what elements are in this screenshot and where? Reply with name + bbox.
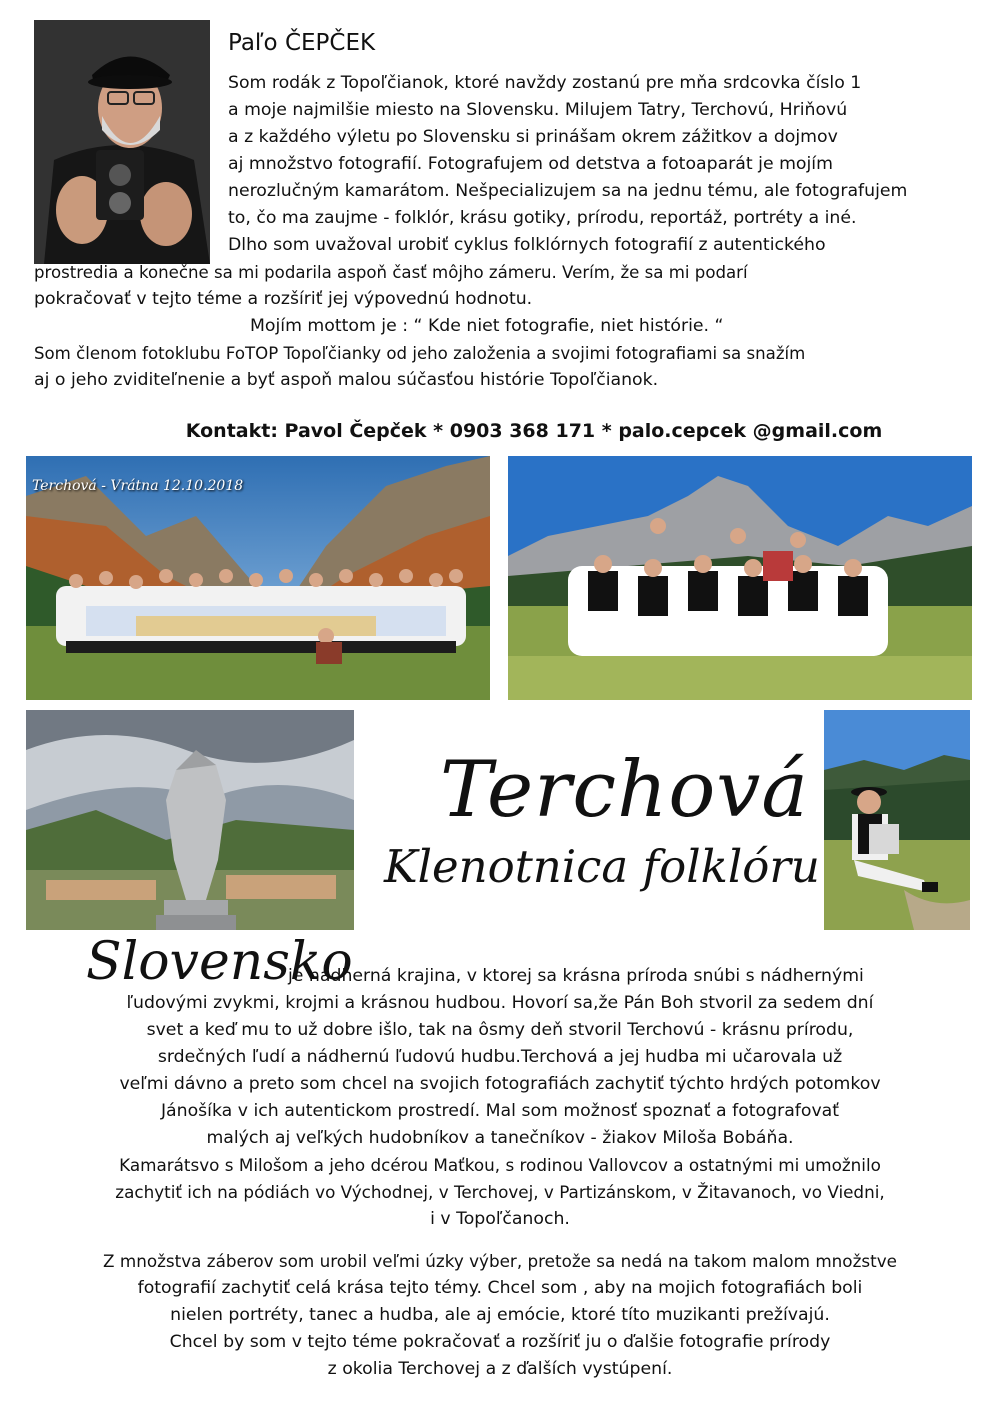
body-line: i v Topoľčanoch.	[430, 1209, 570, 1229]
bio-line: prostredia a konečne sa mi podarila aspoň časť môjho zámeru. Verím, že sa mi podarí	[34, 263, 748, 282]
body-line: malých aj veľkých hudobníkov a tanečníkov - žiakov Miloša Bobáňa.	[206, 1128, 794, 1148]
body-line: nielen portréty, tanec a hudba, ale aj emócie, ktoré títo muzikanti prežívajú.	[170, 1305, 830, 1325]
body-line: zachytiť ich na pódiách vo Východnej, v Terchovej, v Partizánskom, v Žitavanoch, vo Viedni,	[115, 1182, 885, 1202]
body-line: Z množstva záberov som urobil veľmi úzky výber, pretože sa nedá na takom malom množstve	[103, 1251, 897, 1271]
boy-accordion-photo	[824, 710, 970, 930]
body-line: svet a keď mu to už dobre išlo, tak na ôsmy deň stvoril Terchovú - krásnu prírodu,	[146, 1020, 854, 1040]
body-line: Jánošíka v ich autentickom prostredí. Mal som možnosť spoznať a fotografovať	[160, 1101, 840, 1121]
motto: Mojím mottom je : “ Kde niet fotografie, niet histórie. “	[250, 316, 724, 336]
body-line: fotografií zachytiť celá krása tejto témy. Chcel som , aby na mojich fotografiách boli	[137, 1278, 863, 1298]
janosik-statue-photo	[26, 710, 354, 930]
body-line: z okolia Terchovej a z ďalších vystúpení.	[327, 1359, 673, 1379]
body-line: ľudovými zvykmi, krojmi a krásnou hudbou. Hovorí sa,že Pán Boh stvoril za sedem dní	[126, 993, 874, 1013]
photo-caption: Terchová - Vrátna 12.10.2018	[32, 478, 244, 494]
body-line: Kamarátsvo s Milošom a jeho dcérou Maťkou, s rodinou Vallovcov a ostatnými mi umožnilo	[119, 1155, 881, 1175]
bio-line: to, čo ma zaujme - folklór, krásu gotiky, prírodu, reportáž, portréty a iné.	[228, 208, 857, 228]
body-first-line: je nádherná krajina, v ktorej sa krásna príroda snúbi s nádhernými	[288, 966, 864, 986]
author-portrait-photo	[34, 20, 210, 264]
body-line: veľmi dávno a preto som chcel na svojich fotografiách zachytiť týchto hrdých potomkov	[119, 1074, 881, 1094]
contact-text: Kontakt: Pavol Čepček * 0903 368 171 * palo.cepcek @gmail.com	[185, 420, 883, 442]
contact-line	[0, 420, 1000, 442]
bio-line: Dlho som uvažoval urobiť cyklus folklórnych fotografií z autentického	[228, 235, 826, 255]
bio-line: nerozlučným kamarátom. Nešpecializujem sa na jednu tému, ale fotografujem	[228, 181, 908, 201]
bio-line: aj o jeho zviditeľnenie a byť aspoň malou súčasťou histórie Topoľčianok.	[34, 370, 659, 390]
bio-line: a z každého výletu po Slovensku si prinášam okrem zážitkov a dojmov	[228, 127, 838, 147]
bio-line: pokračovať v tejto téme a rozšíriť jej výpovednú hodnotu.	[34, 289, 533, 309]
bio-line: aj množstvo fotografií. Fotografujem od detstva a fotoaparát je mojím	[228, 154, 833, 174]
title-main: Terchová	[440, 745, 809, 835]
bio-line: Som rodák z Topoľčianok, ktoré navždy zostanú pre mňa srdcovka číslo 1	[228, 73, 862, 93]
title-subtitle: Klenotnica folklóru	[384, 840, 820, 893]
children-meadow-photo	[508, 456, 972, 700]
bio-line: Som členom fotoklubu FoTOP Topoľčianky od jeho založenia a svojimi fotografiami sa snažím	[34, 344, 806, 363]
bio-line: a moje najmilšie miesto na Slovensku. Milujem Tatry, Terchovú, Hriňovú	[228, 100, 848, 120]
lead-word: Slovensko	[86, 932, 353, 992]
author-name: Paľo ČEPČEK	[228, 30, 376, 56]
body-line: srdečných ľudí a nádhernú ľudovú hudbu.Terchová a jej hudba mi učarovala už	[157, 1047, 843, 1067]
body-line: Chcel by som v tejto téme pokračovať a rozšíriť ju o ďalšie fotografie prírody	[169, 1332, 831, 1352]
